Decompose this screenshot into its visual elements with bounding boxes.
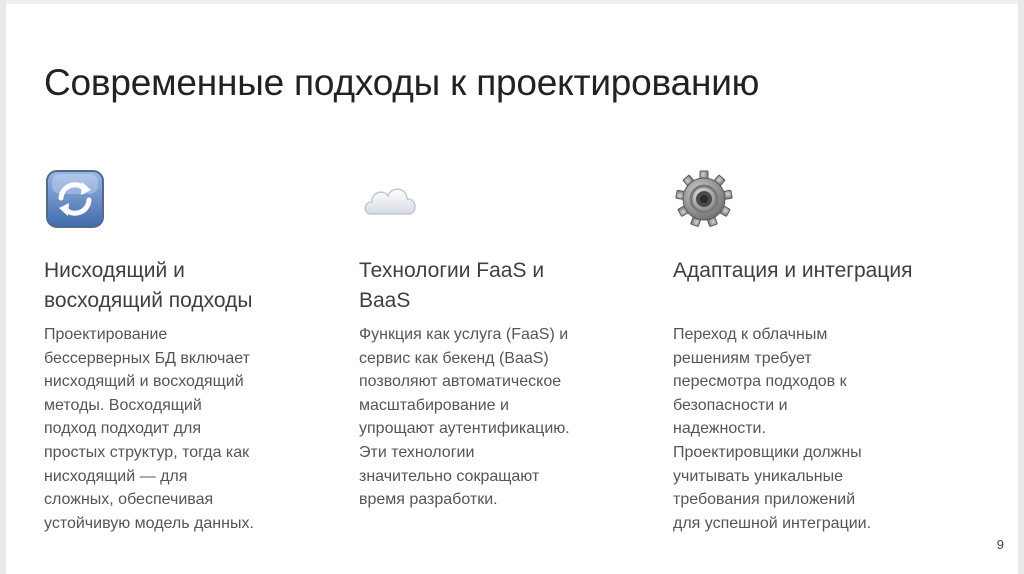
body-line: позволяют автоматическое [359, 373, 562, 391]
column-1-heading [44, 256, 334, 316]
body-line: решениям требует [673, 349, 812, 367]
column-2-heading [359, 256, 649, 316]
slide-left-edge [0, 0, 6, 574]
column-3-body [673, 323, 963, 535]
body-line: сервис как бекенд (BaaS) [359, 349, 549, 367]
body-line: Функция как услуга (FaaS) и [359, 326, 569, 343]
column-topdown-bottomup [44, 168, 334, 230]
body-line: упрощают аутентификацию. [359, 420, 570, 438]
body-line: безопасности и [673, 396, 788, 414]
body-line: простых структур, тогда как [44, 443, 250, 461]
body-line: подход подходит для [44, 420, 201, 438]
slide-top-edge [0, 0, 1024, 4]
body-line: бессерверных БД включает [44, 349, 250, 367]
body-line: для успешной интеграции. [673, 514, 872, 532]
body-line: нисходящий — для [44, 467, 188, 485]
body-line: Проектировщики должны [673, 443, 862, 461]
heading-line: Технологии FaaS и [359, 259, 545, 282]
column-2-body [359, 323, 649, 512]
body-line: сложных, обеспечивая [44, 491, 214, 509]
column-1-body [44, 323, 334, 535]
body-line: методы. Восходящий [44, 396, 202, 414]
column-3-heading [673, 256, 963, 286]
body-line: значительно сокращают [359, 467, 540, 485]
slide-title: Современные подходы к проектированию [44, 62, 760, 103]
page-number: 9 [996, 537, 1004, 552]
body-line: Переход к облачным [673, 326, 828, 343]
sync-arrows-icon [44, 168, 334, 230]
heading-line: BaaS [359, 289, 411, 312]
heading-line: Адаптация и интеграция [673, 259, 913, 282]
body-line: время разработки. [359, 491, 498, 509]
column-faas-baas [359, 168, 649, 230]
body-line: пересмотра подходов к [673, 373, 847, 391]
body-line: учитывать уникальные [673, 467, 844, 485]
body-line: Проектирование [44, 326, 168, 343]
cloud-icon [359, 168, 649, 230]
heading-line: восходящий подходы [44, 289, 253, 312]
body-line: масштабирование и [359, 396, 509, 414]
slide-right-edge [1018, 0, 1024, 574]
body-line: надежности. [673, 420, 766, 438]
body-line: нисходящий и восходящий [44, 373, 244, 391]
body-line: требования приложений [673, 491, 856, 509]
body-line: устойчивую модель данных. [44, 514, 254, 532]
column-adaptation-integration [673, 168, 963, 230]
body-line: Эти технологии [359, 443, 475, 461]
heading-line: Нисходящий и [44, 259, 185, 282]
gear-icon [673, 168, 963, 230]
